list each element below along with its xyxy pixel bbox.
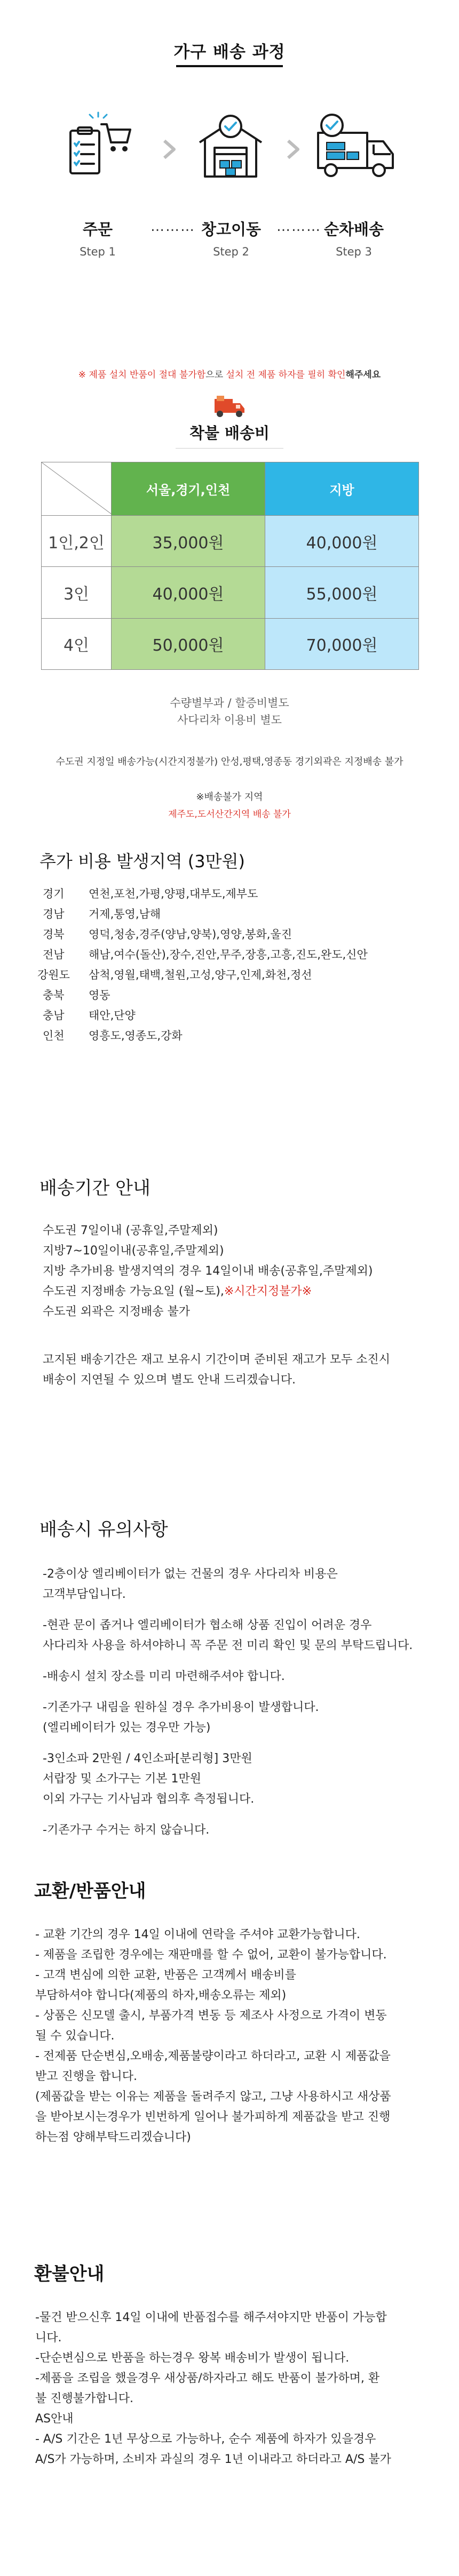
metro-fee: 35,000원	[112, 516, 265, 567]
caution-line: 서랍장 및 소가구는 기본 1만원	[43, 1772, 201, 1786]
install-warning: ※ 제품 설치 반품이 절대 불가함으로 설치 전 제품 하자를 필히 확인해주세요	[78, 370, 381, 380]
caution-line: 고객부담입니다.	[43, 1588, 126, 1601]
step-dots: ………	[151, 219, 195, 235]
region-list: 거제,통영,남해	[89, 908, 161, 921]
fee-note-1: 수량별부과 / 할증비별도	[170, 697, 289, 709]
refund-line: AS안내	[35, 2412, 74, 2426]
table-corner	[42, 462, 112, 516]
col-header-metro: 서울,경기,인천	[112, 462, 265, 516]
delivery-paragraph: 고지된 배송기간은 재고 보유시 기간이며 준비된 재고가 모두 소진시	[43, 1353, 391, 1366]
region-list: 영흥도,영종도,강화	[89, 1029, 183, 1042]
exchange-line: 을 받아보시는경우가 빈번하게 일어나 불가피하게 제품값을 받고 진행	[35, 2110, 391, 2124]
shipping-fee-table	[41, 462, 419, 670]
exchange-line: 부담하셔야 합니다(제품의 하자,배송오류는 제외)	[35, 1989, 287, 2002]
fee-note-2: 사다리차 이용비 별도	[177, 714, 282, 726]
caution-line: -기존가구 내림을 원하실 경우 추가비용이 발생합니다.	[43, 1701, 319, 1714]
caution-line: 이외 가구는 기사님과 협의후 측정됩니다.	[43, 1793, 255, 1806]
step-3-label: 순차배송	[323, 220, 384, 238]
no-delivery-value: 제주도,도서산간지역 배송 불가	[168, 809, 291, 820]
local-fee: 55,000원	[265, 567, 419, 618]
region-list: 삼척,영월,태백,철원,고성,양구,인제,화천,정선	[89, 969, 312, 981]
refund-line: 니다.	[35, 2331, 62, 2345]
exchange-line: 될 수 있습니다.	[35, 2029, 115, 2043]
exchange-line: - 고객 변심에 의한 교환, 반품은 고객께서 배송비를	[35, 1969, 296, 1982]
delivery-period-title: 배송기간 안내	[39, 1178, 151, 1199]
step-dots: ………	[276, 219, 321, 235]
cod-divider	[176, 448, 283, 449]
exchange-line: - 상품은 신모델 출시, 부품가격 변동 등 제조사 사정으로 가격이 변동	[35, 2009, 387, 2022]
local-fee: 40,000원	[265, 516, 419, 567]
cod-title: 착불 배송비	[189, 424, 270, 442]
delivery-paragraph: 배송이 지연될 수 있으며 별도 안내 드리겠습니다.	[43, 1373, 296, 1387]
delivery-line: 지방7~10일이내(공휴일,주말제외)	[43, 1244, 224, 1258]
exchange-title: 교환/반품안내	[34, 1881, 146, 1902]
order-clipboard-cart-icon	[61, 109, 136, 184]
refund-line: A/S가 가능하며, 소비자 과실의 경우 1년 이내라고 하더라고 A/S 불가	[35, 2453, 391, 2466]
region-list: 태안,단양	[89, 1009, 136, 1022]
region-name: 경북	[43, 928, 65, 941]
table-row	[42, 567, 419, 618]
caution-title: 배송시 유의사항	[39, 1519, 168, 1540]
region-list: 영동	[89, 989, 110, 1002]
exchange-line: - 전제품 단순변심,오배송,제품불량이라고 하더라고, 교환 시 제품값을	[35, 2050, 391, 2063]
region-name: 충북	[43, 989, 65, 1002]
chevron-right-icon	[161, 139, 177, 160]
row-label: 1인,2인	[42, 516, 112, 567]
metro-delivery-note: 수도권 지정일 배송가능(시간지정불가) 안성,평택,영종동 경기외곽은 지정배송 불가	[56, 756, 403, 767]
caution-line: -2층이상 엘리베이터가 없는 건물의 경우 사다리차 비용은	[43, 1567, 338, 1581]
delivery-line: 수도권 지정배송 가능요일 (월~토),※시간지정불가※	[43, 1285, 312, 1298]
region-name: 경기	[43, 887, 65, 900]
row-label: 3인	[42, 567, 112, 618]
refund-title: 환불안내	[34, 2263, 105, 2285]
exchange-line: - 교환 기간의 경우 14일 이내에 연락을 주셔야 교환가능합니다.	[35, 1928, 360, 1941]
refund-line: -제품을 조립을 했을경우 새상품/하자라고 해도 반품이 불가하며, 환	[35, 2372, 380, 2385]
refund-line: - A/S 기간은 1년 무상으로 가능하나, 순수 제품에 하자가 있을경우	[35, 2433, 376, 2446]
local-fee: 70,000원	[265, 618, 419, 669]
caution-line: -기존가구 수거는 하지 않습니다.	[43, 1823, 210, 1837]
region-name: 강원도	[37, 969, 70, 981]
region-list: 연천,포천,가평,양평,대부도,제부도	[89, 887, 258, 900]
region-list: 영덕,청송,경주(양남,양북),영양,봉화,울진	[89, 928, 292, 941]
region-name: 인천	[43, 1029, 65, 1042]
step-2-sub: Step 2	[213, 245, 249, 258]
exchange-line: 하는점 양해부탁드리겠습니다)	[35, 2131, 191, 2144]
caution-line: -현관 문이 좁거나 엘리베이터가 협소해 상품 진입이 어려운 경우	[43, 1619, 372, 1632]
exchange-line: - 제품을 조립한 경우에는 재판매를 할 수 없어, 교환이 불가능합니다.	[35, 1948, 387, 1962]
col-header-local: 지방	[265, 462, 419, 516]
exchange-line: (제품값을 받는 이유는 제품을 돌려주지 않고, 그냥 사용하시고 새상품	[35, 2090, 391, 2103]
metro-fee: 40,000원	[112, 567, 265, 618]
table-row	[42, 516, 419, 567]
delivery-truck-icon	[314, 109, 389, 184]
exchange-line: 받고 진행을 합니다.	[35, 2070, 137, 2083]
delivery-line: 수도권 7일이내 (공휴일,주말제외)	[43, 1224, 218, 1237]
chevron-right-icon	[285, 139, 301, 160]
step-3-sub: Step 3	[336, 245, 372, 258]
page-title: 가구 배송 과정	[173, 43, 286, 62]
caution-line: -배송시 설치 장소를 미리 마련해주셔야 합니다.	[43, 1670, 285, 1683]
caution-line: 사다리차 사용을 하셔야하니 꼭 주문 전 미리 확인 및 문의 부탁드립니다.	[43, 1639, 413, 1652]
no-delivery-label: ※배송불가 지역	[196, 791, 263, 803]
region-name: 충남	[43, 1009, 65, 1022]
refund-line: -물건 받으신후 14일 이내에 반품접수를 해주셔야지만 반품이 가능합	[35, 2311, 387, 2324]
refund-line: -단순변심으로 반품을 하는경우 왕복 배송비가 발생이 됩니다.	[35, 2351, 350, 2365]
step-1-sub: Step 1	[80, 245, 116, 258]
row-label: 4인	[42, 618, 112, 669]
warehouse-icon	[193, 109, 268, 184]
region-name: 경남	[43, 908, 65, 921]
extra-cost-title: 추가 비용 발생지역 (3만원)	[39, 851, 245, 871]
caution-line: -3인소파 2만원 / 4인소파[분리형] 3만원	[43, 1752, 252, 1765]
step-2-label: 창고이동	[201, 220, 262, 238]
region-list: 해남,여수(돌산),장수,진안,무주,장흥,고흥,진도,완도,신안	[89, 948, 368, 961]
cod-truck-icon	[212, 393, 247, 419]
refund-line: 불 진행불가합니다.	[35, 2392, 134, 2405]
step-1-label: 주문	[82, 220, 113, 238]
table-row	[42, 618, 419, 669]
caution-line: (엘리베이터가 있는 경우만 가능)	[43, 1721, 211, 1734]
delivery-line: 지방 추가비용 발생지역의 경우 14일이내 배송(공휴일,주말제외)	[43, 1265, 373, 1278]
title-underline	[176, 65, 283, 67]
region-name: 전남	[43, 948, 65, 961]
delivery-line: 수도권 외곽은 지정배송 불가	[43, 1305, 191, 1318]
no-time-slot-note: ※시간지정불가※	[224, 1285, 312, 1298]
metro-fee: 50,000원	[112, 618, 265, 669]
